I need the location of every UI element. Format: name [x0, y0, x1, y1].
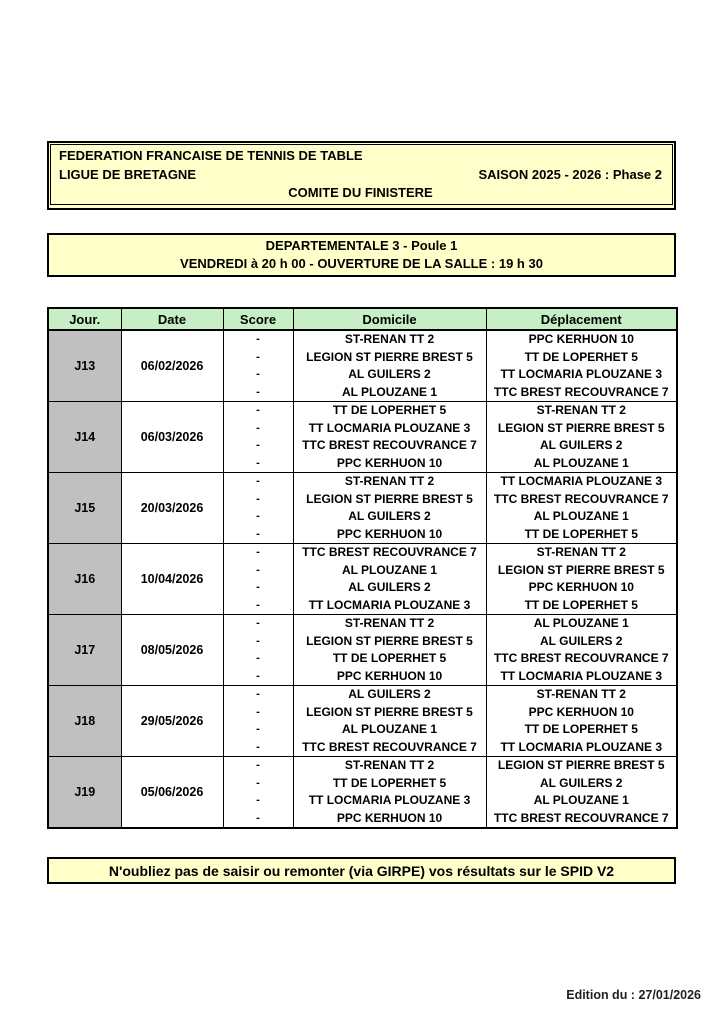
home-team: TT LOCMARIA PLOUZANE 3: [308, 420, 471, 435]
score-value: -: [256, 456, 260, 469]
column-header-date: Date: [121, 308, 223, 330]
date-cell: 05/06/2026: [121, 757, 223, 829]
away-team: TTC BREST RECOUVRANCE 7: [493, 491, 669, 506]
away-team: TT DE LOPERHET 5: [524, 349, 638, 364]
home-team: TTC BREST RECOUVRANCE 7: [302, 545, 477, 559]
score-cell: [223, 615, 293, 686]
away-team: LEGION ST PIERRE BREST 5: [497, 758, 665, 772]
home-team: PPC KERHUON 10: [336, 668, 443, 683]
away-team: AL PLOUZANE 1: [533, 509, 629, 523]
score-value: -: [256, 669, 260, 682]
score-value: -: [256, 546, 260, 558]
home-teams-cell: [293, 473, 486, 544]
score-value: -: [256, 475, 260, 487]
edition-date: Edition du : 27/01/2026: [566, 988, 701, 1002]
home-team: ST-RENAN TT 2: [344, 332, 435, 346]
date-cell: 29/05/2026: [121, 686, 223, 757]
score-value: -: [256, 723, 260, 735]
home-team: AL PLOUZANE 1: [341, 722, 438, 736]
home-team: LEGION ST PIERRE BREST 5: [306, 633, 473, 648]
score-value: -: [256, 368, 260, 380]
home-team: LEGION ST PIERRE BREST 5: [306, 704, 473, 719]
home-team: ST-RENAN TT 2: [344, 474, 435, 488]
schedule-row: [48, 757, 677, 829]
federation-header-box: [47, 141, 676, 210]
league-season-row: [59, 166, 662, 184]
date-cell: 06/02/2026: [121, 330, 223, 402]
score-value: -: [256, 794, 260, 806]
score-value: -: [256, 811, 260, 824]
date-cell: 10/04/2026: [121, 544, 223, 615]
home-team: AL GUILERS 2: [348, 580, 431, 594]
away-team: PPC KERHUON 10: [528, 332, 634, 346]
away-team: TT LOCMARIA PLOUZANE 3: [500, 739, 663, 754]
score-value: -: [256, 598, 260, 611]
away-team: AL GUILERS 2: [540, 775, 623, 790]
column-header-score: Score: [223, 308, 293, 330]
score-value: -: [256, 705, 260, 718]
score-value: -: [256, 563, 260, 576]
away-team: ST-RENAN TT 2: [536, 687, 626, 701]
score-value: -: [256, 617, 260, 629]
schedule-row: [48, 544, 677, 615]
results-reminder-text: N'oubliez pas de saisir ou remonter (via GIRPE) vos résultats sur le SPID V2: [108, 862, 615, 879]
date-cell: 20/03/2026: [121, 473, 223, 544]
round-cell: J17: [48, 615, 121, 686]
home-team: AL GUILERS 2: [348, 687, 431, 701]
away-team: AL GUILERS 2: [540, 438, 623, 452]
away-teams-cell: [486, 402, 677, 473]
schedule-body: [48, 330, 677, 828]
home-team: PPC KERHUON 10: [336, 810, 443, 825]
round-cell: J13: [48, 330, 121, 402]
round-cell: J14: [48, 402, 121, 473]
date-cell: 06/03/2026: [121, 402, 223, 473]
division-title: DEPARTEMENTALE 3 - Poule 1: [265, 238, 458, 253]
schedule-table: [47, 307, 678, 829]
home-team: TT DE LOPERHET 5: [332, 775, 447, 790]
home-team: PPC KERHUON 10: [336, 526, 443, 541]
away-team: AL PLOUZANE 1: [533, 616, 629, 630]
home-team: TT DE LOPERHET 5: [332, 403, 447, 417]
away-team: ST-RENAN TT 2: [536, 545, 626, 559]
schedule-row: [48, 330, 677, 402]
league-title: LIGUE DE BRETAGNE: [59, 166, 196, 182]
round-cell: J16: [48, 544, 121, 615]
away-team: TT DE LOPERHET 5: [524, 722, 638, 736]
score-value: -: [256, 510, 260, 522]
score-value: -: [256, 527, 260, 540]
score-value: -: [256, 688, 260, 700]
round-cell: J15: [48, 473, 121, 544]
score-value: -: [256, 350, 260, 363]
score-cell: [223, 473, 293, 544]
home-team: TTC BREST RECOUVRANCE 7: [302, 438, 477, 452]
home-team: AL PLOUZANE 1: [341, 562, 438, 577]
score-value: -: [256, 439, 260, 451]
federation-header-inner: [50, 144, 673, 205]
home-teams-cell: [293, 615, 486, 686]
score-value: -: [256, 404, 260, 416]
away-teams-cell: [486, 686, 677, 757]
away-teams-cell: [486, 757, 677, 829]
score-value: -: [256, 581, 260, 593]
season-label: SAISON 2025 - 2026 : Phase 2: [478, 166, 662, 182]
score-value: -: [256, 740, 260, 753]
away-team: ST-RENAN TT 2: [536, 403, 626, 417]
away-team: TT LOCMARIA PLOUZANE 3: [500, 668, 663, 683]
score-cell: [223, 686, 293, 757]
away-teams-cell: [486, 473, 677, 544]
home-teams-cell: [293, 544, 486, 615]
home-team: LEGION ST PIERRE BREST 5: [306, 349, 473, 364]
score-value: -: [256, 776, 260, 789]
home-teams-cell: [293, 757, 486, 829]
away-team: TT DE LOPERHET 5: [524, 526, 638, 541]
home-team: ST-RENAN TT 2: [344, 758, 435, 772]
home-teams-cell: [293, 402, 486, 473]
schedule-row: [48, 686, 677, 757]
home-team: AL GUILERS 2: [348, 367, 431, 381]
date-cell: 08/05/2026: [121, 615, 223, 686]
score-cell: [223, 402, 293, 473]
schedule-row: [48, 473, 677, 544]
match-time-info: VENDREDI à 20 h 00 - OUVERTURE DE LA SALLE : 19 h 30: [180, 256, 543, 271]
round-cell: J19: [48, 757, 121, 829]
schedule-table-wrap: [47, 307, 678, 829]
away-teams-cell: [486, 330, 677, 402]
schedule-row: [48, 402, 677, 473]
home-team: TT LOCMARIA PLOUZANE 3: [308, 793, 471, 807]
column-header-domicile: Domicile: [293, 308, 486, 330]
away-team: PPC KERHUON 10: [528, 580, 634, 594]
federation-title: FEDERATION FRANCAISE DE TENNIS DE TABLE: [59, 147, 363, 163]
away-team: LEGION ST PIERRE BREST 5: [497, 420, 665, 435]
away-team: LEGION ST PIERRE BREST 5: [497, 562, 665, 577]
home-team: PPC KERHUON 10: [336, 455, 443, 470]
away-team: TTC BREST RECOUVRANCE 7: [493, 651, 669, 665]
home-team: TT DE LOPERHET 5: [332, 651, 447, 665]
away-team: TT LOCMARIA PLOUZANE 3: [500, 474, 663, 488]
home-team: LEGION ST PIERRE BREST 5: [306, 491, 473, 506]
home-team: AL GUILERS 2: [348, 509, 431, 523]
away-team: PPC KERHUON 10: [528, 704, 634, 719]
score-cell: [223, 544, 293, 615]
score-value: -: [256, 652, 260, 664]
home-team: ST-RENAN TT 2: [344, 616, 435, 630]
away-team: AL PLOUZANE 1: [533, 455, 629, 470]
away-teams-cell: [486, 544, 677, 615]
home-team: AL PLOUZANE 1: [341, 384, 438, 399]
away-team: TTC BREST RECOUVRANCE 7: [493, 384, 669, 399]
away-team: AL PLOUZANE 1: [533, 793, 629, 807]
score-value: -: [256, 492, 260, 505]
home-teams-cell: [293, 330, 486, 402]
score-cell: [223, 330, 293, 402]
column-header-jour: Jour.: [48, 308, 121, 330]
score-value: -: [256, 634, 260, 647]
home-team: TTC BREST RECOUVRANCE 7: [302, 739, 477, 754]
score-value: -: [256, 759, 260, 771]
away-team: TT LOCMARIA PLOUZANE 3: [500, 367, 663, 381]
schedule-table-head: [48, 308, 677, 330]
score-value: -: [256, 333, 260, 345]
away-team: TT DE LOPERHET 5: [524, 597, 638, 612]
schedule-row: [48, 615, 677, 686]
away-teams-cell: [486, 615, 677, 686]
results-reminder-box: [47, 857, 676, 884]
round-cell: J18: [48, 686, 121, 757]
home-teams-cell: [293, 686, 486, 757]
column-header-deplacement: Déplacement: [486, 308, 677, 330]
away-team: TTC BREST RECOUVRANCE 7: [493, 810, 669, 825]
score-cell: [223, 757, 293, 829]
schedule-header-row: [48, 308, 677, 330]
away-team: AL GUILERS 2: [540, 633, 623, 648]
score-value: -: [256, 421, 260, 434]
committee-title: COMITE DU FINISTERE: [288, 185, 433, 201]
score-value: -: [256, 385, 260, 398]
pool-banner-box: [47, 233, 676, 277]
home-team: TT LOCMARIA PLOUZANE 3: [308, 597, 471, 612]
